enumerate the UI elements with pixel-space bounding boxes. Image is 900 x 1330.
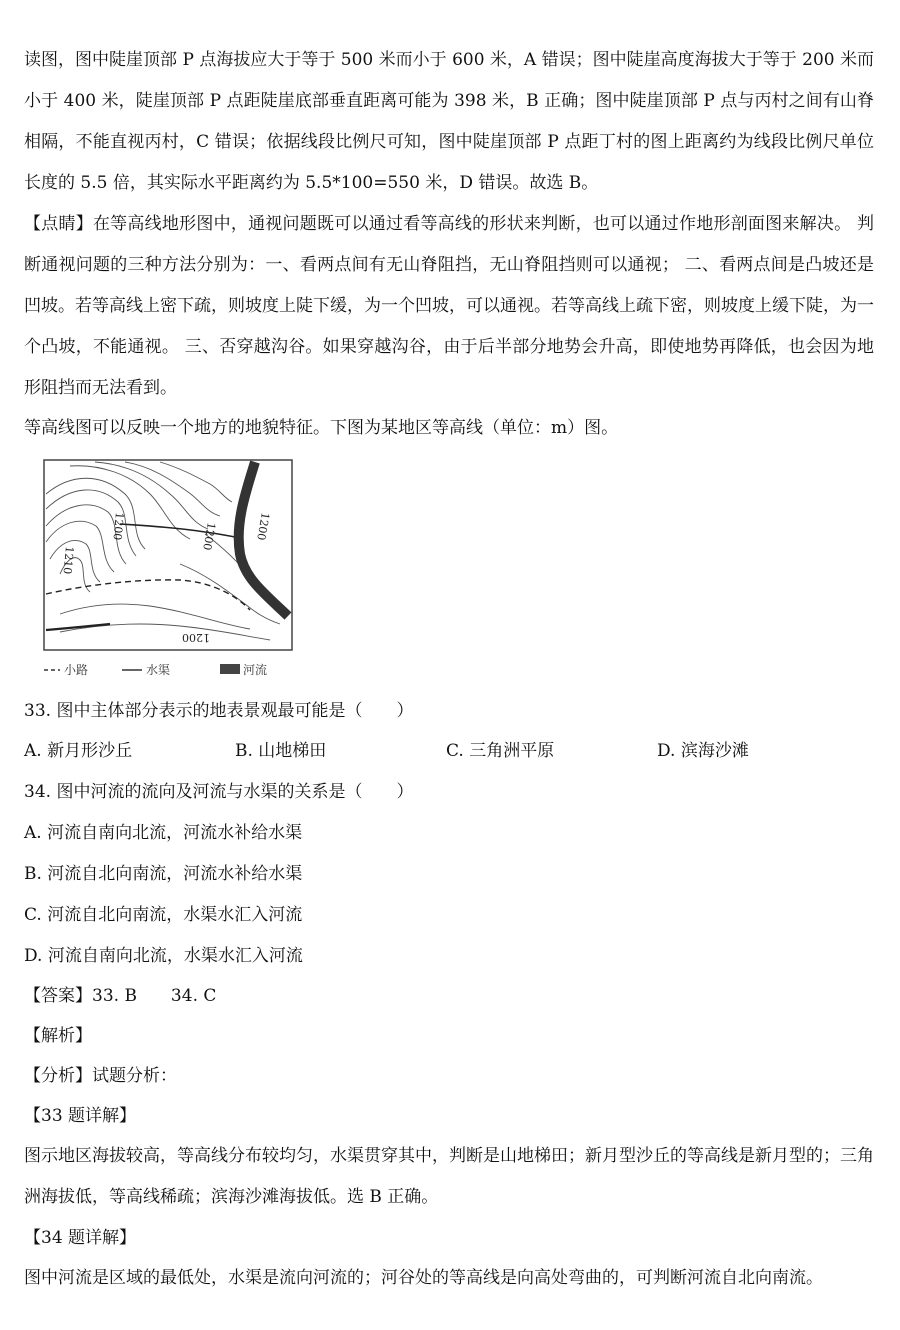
q34-option-b: B. 河流自北向南流，河流水补给水渠 (24, 864, 303, 884)
q34-option-a: A. 河流自南向北流，河流水补给水渠 (24, 823, 303, 843)
answer-line: 【答案】33. B 34. C (24, 986, 217, 1006)
map-intro: 等高线图可以反映一个地方的地貌特征。下图为某地区等高线（单位：m）图。 (24, 418, 619, 438)
q33-option-a: A. 新月形沙丘 (24, 741, 133, 761)
q34-option-d: D. 河流自南向北流，水渠水汇入河流 (24, 946, 303, 966)
contour-label-3: 1200 (200, 521, 218, 552)
contour-label-1: 1210 (60, 545, 76, 575)
contour-map (30, 454, 300, 686)
intro-paragraph: 读图，图中陡崖顶部 P 点海拔应大于等于 500 米而小于 600 米，A 错误；图中陡崖高度海拔大于等于 200 米而小于 400 米，陡崖顶部 P 点距陡崖底部垂直距离可能为 398 米，B 正确；图中陡崖顶部 P 点与丙村之间有山脊相隔，不能直视丙村，C 错误；依据线段比例尺可知，图中陡崖顶部 P 点距丁村的图上距离约为线段比例尺单位长度的 5.5 倍，其实际水平距离约为 5.5*100=550 米，D 错误。故选 B。 (24, 50, 874, 193)
contour-map-figure (30, 454, 300, 686)
q34-detail: 图中河流是区域的最低处，水渠是流向河流的；河谷处的等高线是向高处弯曲的，可判断河流自北向南流。 (24, 1268, 823, 1288)
q33-option-d: D. 滨海沙滩 (657, 741, 749, 761)
q33-detail: 图示地区海拔较高，等高线分布较均匀，水渠贯穿其中，判断是山地梯田；新月型沙丘的等高线是新月型的；三角洲海拔低，等高线稀疏；滨海沙滩海拔低。选 B 正确。 (24, 1146, 874, 1207)
q33-detail-heading: 【33 题详解】 (24, 1106, 137, 1126)
q34-stem: 34. 图中河流的流向及河流与水渠的关系是（ ） (24, 782, 414, 802)
contour-label-2: 1200 (110, 511, 126, 541)
legend-river-label: 河流 (243, 663, 268, 677)
legend-canal-label: 水渠 (146, 663, 171, 677)
contour-label-4: 1200 (254, 511, 272, 542)
legend-river-symbol (220, 664, 240, 674)
tip-paragraph: 【点睛】在等高线地形图中，通视问题既可以通过看等高线的形状来判断，也可以通过作地形剖面图来解决。 判断通视问题的三种方法分别为：一、看两点间有无山脊阻挡，无山脊阻挡则可以通视； 二、看两点间是凸坡还是凹坡。若等高线上密下疏，则坡度上陡下缓，为一个凹坡，可以通视。若等高线上疏下密，则坡度上缓下陡，为一个凸坡，不能通视。 三、否穿越沟谷。如果穿越沟谷，由于后半部分地势会升高，即使地势再降低，也会因为地形阻挡而无法看到。 (24, 214, 874, 398)
analysis-label: 【解析】 (24, 1026, 92, 1046)
q33-options (24, 731, 874, 772)
legend-path-label: 小路 (64, 663, 89, 677)
fenxi-label: 【分析】试题分析： (24, 1066, 177, 1086)
q33-stem: 33. 图中主体部分表示的地表景观最可能是（ ） (24, 701, 414, 721)
contour-label-5: 1200 (182, 631, 210, 644)
q34-option-c: C. 河流自北向南流，水渠水汇入河流 (24, 905, 303, 925)
q33-option-c: C. 三角洲平原 (446, 741, 555, 761)
q34-detail-heading: 【34 题详解】 (24, 1228, 137, 1248)
q33-option-b: B. 山地梯田 (235, 741, 327, 761)
